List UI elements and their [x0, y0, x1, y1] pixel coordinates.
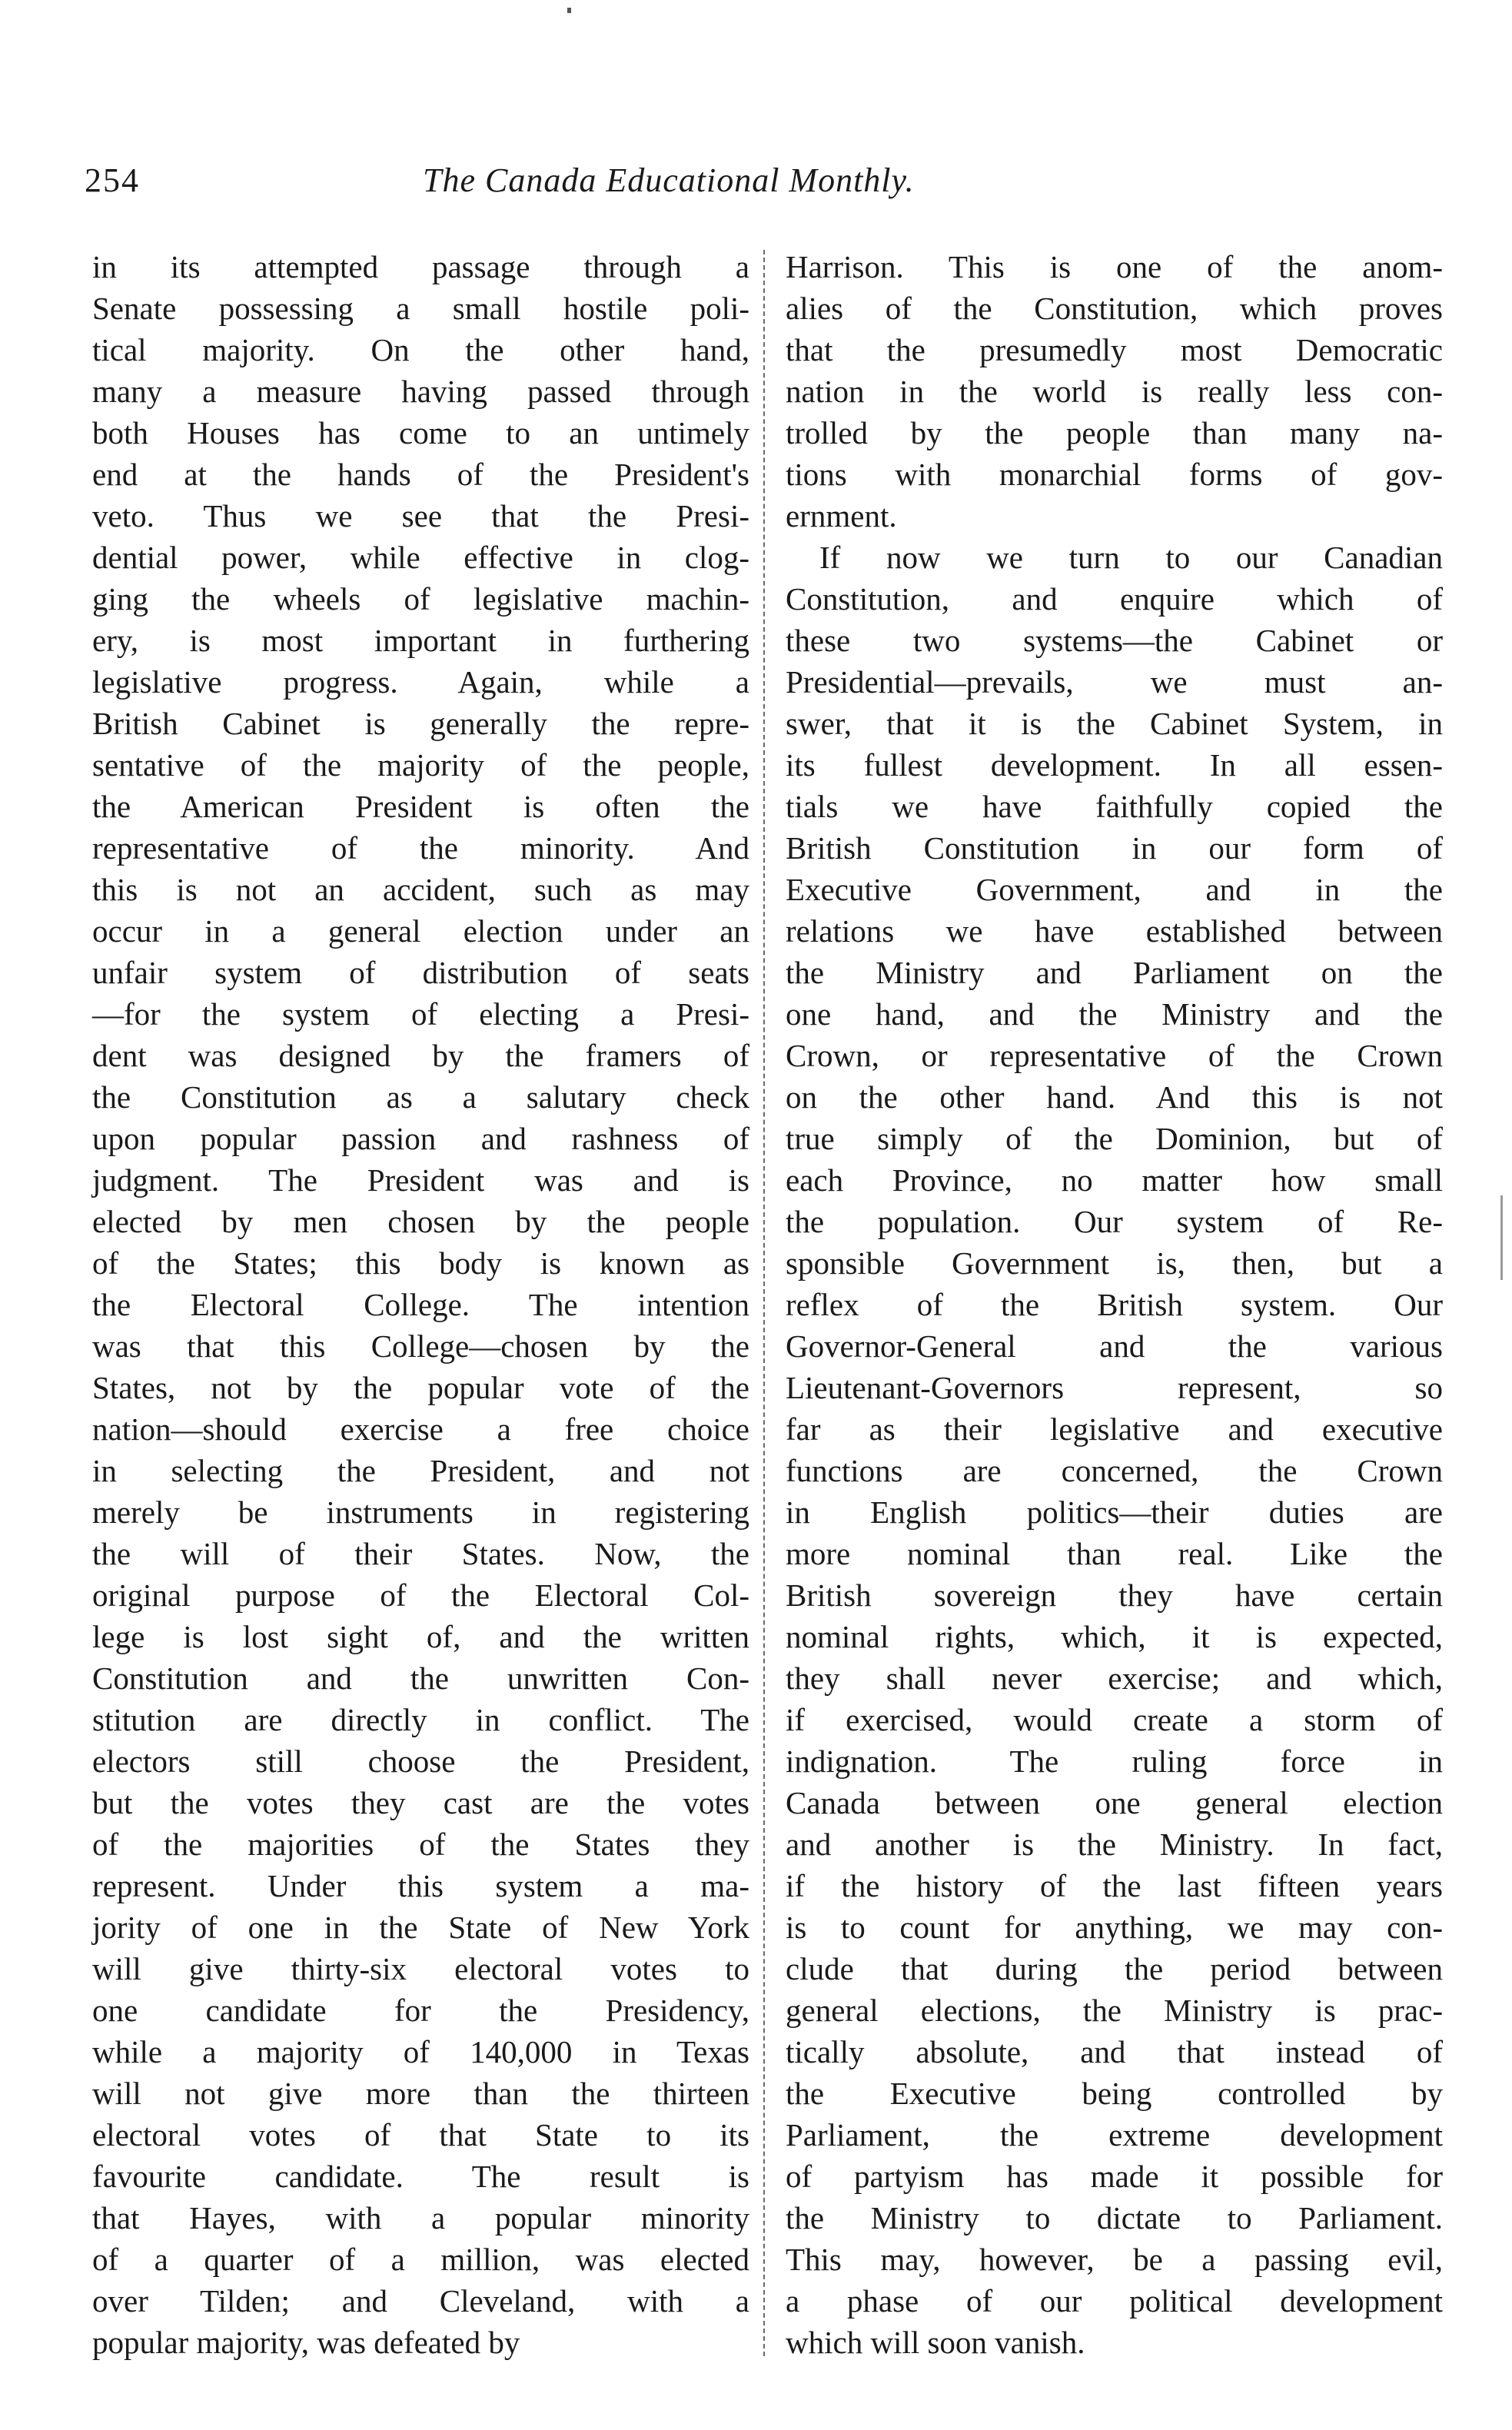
- text-line: they shall never exercise; and which,: [786, 1660, 1443, 1696]
- text-line: clude that during the period between: [786, 1951, 1443, 1986]
- text-line: indignation. The ruling force in: [786, 1744, 1443, 1779]
- text-line: was that this College—chosen by the: [92, 1328, 749, 1364]
- text-line: original purpose of the Electoral Col-: [92, 1577, 749, 1613]
- text-line: its fullest development. In all essen-: [786, 747, 1443, 783]
- text-line: representative of the minority. And: [92, 830, 749, 866]
- text-line: tically absolute, and that instead of: [786, 2034, 1443, 2069]
- text-line: many a measure having passed through: [92, 374, 749, 409]
- text-line: Constitution and the unwritten Con-: [92, 1660, 749, 1696]
- text-line: nation in the world is really less con-: [786, 374, 1443, 409]
- text-line: ery, is most important in furthering: [92, 623, 749, 658]
- text-line: the American President is often the: [92, 789, 749, 824]
- text-line: ging the wheels of legislative machin-: [92, 581, 749, 617]
- text-line: British sovereign they have certain: [786, 1577, 1443, 1613]
- text-line: is to count for anything, we may con-: [786, 1910, 1443, 1945]
- text-line: of the States; this body is known as: [92, 1245, 749, 1281]
- text-line: popular majority, was defeated by: [92, 2325, 520, 2360]
- text-line: nation—should exercise a free choice: [92, 1411, 749, 1447]
- text-line: over Tilden; and Cleveland, with a: [92, 2283, 749, 2319]
- page-header: [85, 158, 1084, 204]
- text-line: this is not an accident, such as may: [92, 872, 749, 907]
- text-line: States, not by the popular vote of the: [92, 1370, 749, 1405]
- print-speck: [567, 8, 571, 13]
- text-line: dential power, while effective in clog-: [92, 540, 749, 575]
- text-line: Constitution, and enquire which of: [786, 581, 1443, 617]
- text-line: British Cabinet is generally the repre-: [92, 706, 749, 741]
- text-line: veto. Thus we see that the Presi-: [92, 498, 749, 534]
- text-line: Lieutenant-Governors represent, so: [786, 1370, 1443, 1405]
- text-line: electoral votes of that State to its: [92, 2117, 749, 2152]
- text-line: elected by men chosen by the people: [92, 1204, 749, 1239]
- text-line: of a quarter of a million, was elected: [92, 2242, 749, 2277]
- text-line: true simply of the Dominion, but of: [786, 1121, 1443, 1156]
- text-line: that the presumedly most Democratic: [786, 332, 1443, 367]
- text-line: upon popular passion and rashness of: [92, 1121, 749, 1156]
- text-line: alies of the Constitution, which proves: [786, 291, 1443, 326]
- text-line: the Ministry and Parliament on the: [786, 955, 1443, 990]
- text-line: if exercised, would create a storm of: [786, 1702, 1443, 1737]
- text-line: far as their legislative and executive: [786, 1411, 1443, 1447]
- text-line: in selecting the President, and not: [92, 1453, 749, 1488]
- text-line: but the votes they cast are the votes: [92, 1785, 749, 1820]
- text-line: one candidate for the Presidency,: [92, 1993, 749, 2028]
- text-line: Parliament, the extreme development: [786, 2117, 1443, 2152]
- text-line: electors still choose the President,: [92, 1744, 749, 1779]
- text-line: that Hayes, with a popular minority: [92, 2200, 749, 2236]
- text-line: general elections, the Ministry is prac-: [786, 1993, 1443, 2028]
- text-line: unfair system of distribution of seats: [92, 955, 749, 990]
- text-line: will give thirty-six electoral votes to: [92, 1951, 749, 1986]
- text-line: trolled by the people than many na-: [786, 415, 1443, 450]
- text-line: Crown, or representative of the Crown: [786, 1038, 1443, 1073]
- text-line: occur in a general election under an: [92, 913, 749, 949]
- text-line: Canada between one general election: [786, 1785, 1443, 1820]
- text-line: end at the hands of the President's: [92, 457, 749, 492]
- text-line: jority of one in the State of New York: [92, 1910, 749, 1945]
- text-line: represent. Under this system a ma-: [92, 1868, 749, 1903]
- text-line: nominal rights, which, it is expected,: [786, 1619, 1443, 1654]
- text-line: the Constitution as a salutary check: [92, 1079, 749, 1115]
- text-line: which will soon vanish.: [786, 2325, 1085, 2360]
- text-line: legislative progress. Again, while a: [92, 664, 749, 700]
- left-column: [92, 246, 749, 2363]
- column-divider: [763, 250, 765, 2356]
- text-line: the Ministry to dictate to Parliament.: [786, 2200, 1443, 2236]
- text-line: and another is the Ministry. In fact,: [786, 1827, 1443, 1862]
- text-line: Governor-General and the various: [786, 1328, 1443, 1364]
- text-line: merely be instruments in registering: [92, 1494, 749, 1530]
- text-line: sponsible Government is, then, but a: [786, 1245, 1443, 1281]
- text-line: will not give more than the thirteen: [92, 2076, 749, 2111]
- text-line: tials we have faithfully copied the: [786, 789, 1443, 824]
- text-line: British Constitution in our form of: [786, 830, 1443, 866]
- text-line: Executive Government, and in the: [786, 872, 1443, 907]
- text-line: If now we turn to our Canadian: [819, 540, 1443, 575]
- text-line: stitution are directly in conflict. The: [92, 1702, 749, 1737]
- text-line: functions are concerned, the Crown: [786, 1453, 1443, 1488]
- text-line: the Electoral College. The intention: [92, 1287, 749, 1322]
- text-line: while a majority of 140,000 in Texas: [92, 2034, 749, 2069]
- page-number: 254: [85, 161, 140, 199]
- text-line: Presidential—prevails, we must an-: [786, 664, 1443, 700]
- text-line: these two systems—the Cabinet or: [786, 623, 1443, 658]
- text-line: judgment. The President was and is: [92, 1162, 749, 1198]
- text-line: This may, however, be a passing evil,: [786, 2242, 1443, 2277]
- text-line: the population. Our system of Re-: [786, 1204, 1443, 1239]
- text-line: relations we have established between: [786, 913, 1443, 949]
- text-line: a phase of our political development: [786, 2283, 1443, 2319]
- text-line: each Province, no matter how small: [786, 1162, 1443, 1198]
- text-line: in English politics—their duties are: [786, 1494, 1443, 1530]
- text-line: the Executive being controlled by: [786, 2076, 1443, 2111]
- text-line: Senate possessing a small hostile poli-: [92, 291, 749, 326]
- text-line: reflex of the British system. Our: [786, 1287, 1443, 1322]
- text-line: both Houses has come to an untimely: [92, 415, 749, 450]
- text-line: dent was designed by the framers of: [92, 1038, 749, 1073]
- running-title: The Canada Educational Monthly.: [423, 161, 915, 199]
- text-line: —for the system of electing a Presi-: [92, 996, 749, 1032]
- right-column: [786, 246, 1443, 2363]
- text-line: one hand, and the Ministry and the: [786, 996, 1443, 1032]
- text-line: the will of their States. Now, the: [92, 1536, 749, 1571]
- text-line: sentative of the majority of the people,: [92, 747, 749, 783]
- text-line: tical majority. On the other hand,: [92, 332, 749, 367]
- text-line: favourite candidate. The result is: [92, 2159, 749, 2194]
- text-line: more nominal than real. Like the: [786, 1536, 1443, 1571]
- text-line: of partyism has made it possible for: [786, 2159, 1443, 2194]
- text-line: in its attempted passage through a: [92, 249, 749, 284]
- text-line: ernment.: [786, 498, 897, 534]
- margin-mark: [1500, 1195, 1503, 1280]
- text-line: lege is lost sight of, and the written: [92, 1619, 749, 1654]
- text-line: tions with monarchial forms of gov-: [786, 457, 1443, 492]
- text-line: if the history of the last fifteen years: [786, 1868, 1443, 1903]
- text-line: on the other hand. And this is not: [786, 1079, 1443, 1115]
- text-line: swer, that it is the Cabinet System, in: [786, 706, 1443, 741]
- text-line: of the majorities of the States they: [92, 1827, 749, 1862]
- text-line: Harrison. This is one of the anom-: [786, 249, 1443, 284]
